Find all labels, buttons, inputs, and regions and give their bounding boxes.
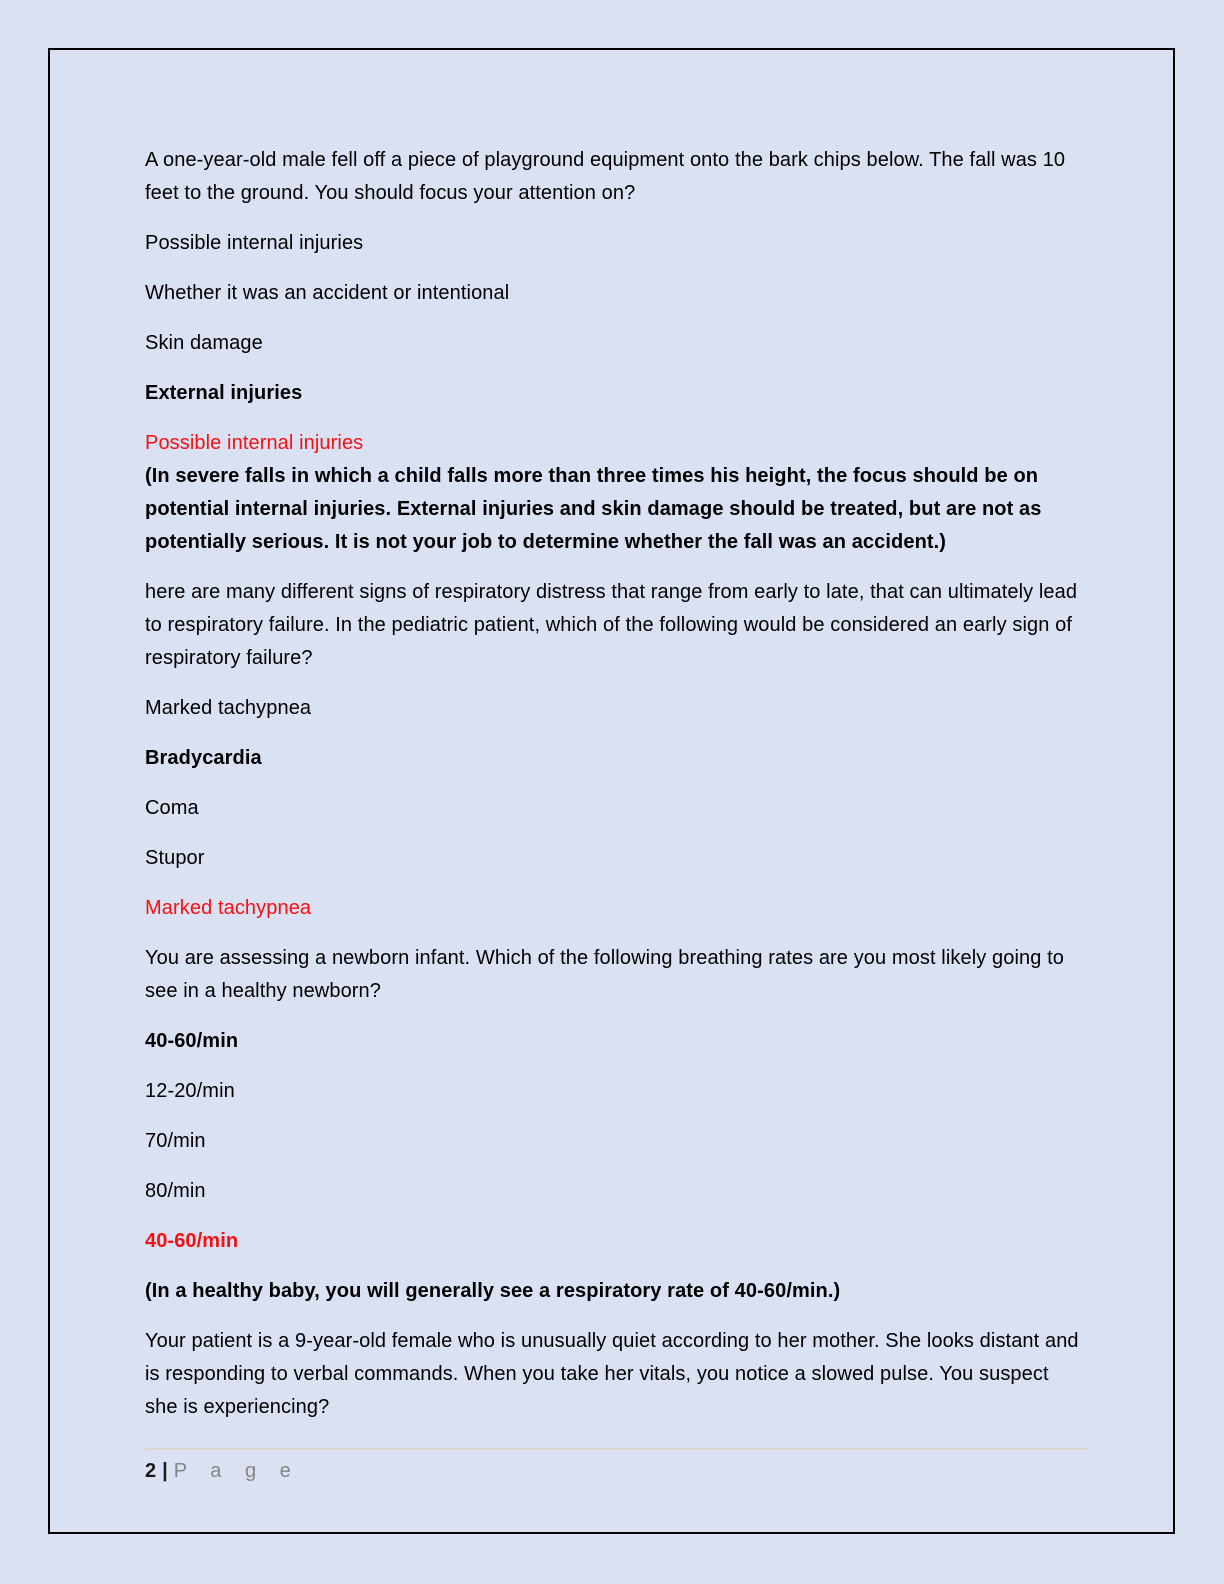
question-text: here are many different signs of respiratory distress that range from early to late, that can ultimately lead to respiratory failure. In the pediatric patient, which of the following would be considered an early sign of respiratory failure? <box>145 581 1078 669</box>
footer-page-number: 2 <box>145 1460 157 1482</box>
answer-option: Whether it was an accident or intentional <box>145 282 510 304</box>
answer-option: 70/min <box>145 1130 206 1152</box>
answer-option: 40-60/min <box>145 1030 239 1052</box>
answer-explanation: (In severe falls in which a child falls more than three times his height, the focus should be on potential internal injuries. External injuries and skin damage should be treated, but are not as potentially serious. It is not your job to determine whether the fall was an accident.) <box>145 465 1042 553</box>
answer-option: Bradycardia <box>145 747 262 769</box>
answer-option: 80/min <box>145 1180 206 1202</box>
answer-option: Marked tachypnea <box>145 697 312 719</box>
question-text: A one-year-old male fell off a piece of playground equipment onto the bark chips below. The fall was 10 feet to the ground. You should focus your attention on? <box>145 149 1066 204</box>
answer-option: Skin damage <box>145 332 263 354</box>
answer-option: Coma <box>145 797 199 819</box>
answer-option: Possible internal injuries <box>145 232 364 254</box>
footer-divider-line <box>145 1448 1088 1450</box>
correct-answer: 40-60/min <box>145 1230 239 1252</box>
footer-separator: | <box>162 1460 168 1482</box>
answer-option: Stupor <box>145 847 205 869</box>
document-body <box>145 144 1083 1441</box>
page-border-frame <box>48 48 1175 1534</box>
answer-explanation: (In a healthy baby, you will generally see a respiratory rate of 40-60/min.) <box>145 1280 841 1302</box>
footer-page-indicator <box>145 1460 1088 1483</box>
question-text: Your patient is a 9-year-old female who is unusually quiet according to her mother. She looks distant and is responding to verbal commands. When you take her vitals, you notice a slowed pulse. You suspect she is experiencing? <box>145 1330 1079 1418</box>
answer-option: External injuries <box>145 382 303 404</box>
correct-answer: Possible internal injuries <box>145 432 364 454</box>
page-footer <box>145 1448 1088 1483</box>
answer-option: 12-20/min <box>145 1080 235 1102</box>
question-text: You are assessing a newborn infant. Which of the following breathing rates are you most likely going to see in a healthy newborn? <box>145 947 1064 1002</box>
correct-answer: Marked tachypnea <box>145 897 312 919</box>
footer-page-label: P a g e <box>173 1460 300 1482</box>
